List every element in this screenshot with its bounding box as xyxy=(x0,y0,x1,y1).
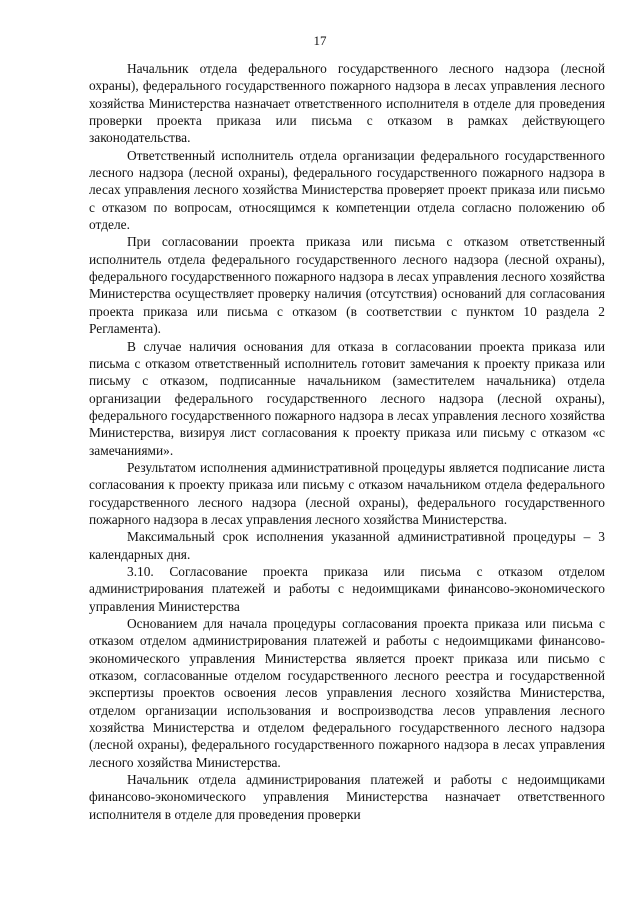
section-heading-3-10: 3.10. Согласование проекта приказа или письма с отказом отделом администрирования платежей и работы с недоимщиками финансово-экономического управления Министерства xyxy=(89,563,605,614)
paragraph-basis-for-procedure: Основанием для начала процедуры согласования проекта приказа или письма с отказом отделом администрирования платежей и работы с недоимщиками финансово-экономического управления Министерства является проект приказа или письмо с отказом, согласованные отделом государственного лесного реестра и государственной экспертизы проектов освоения лесов управления лесного хозяйства Министерства, отделом организации использования и воспроизводства лесов управления лесного хозяйства Министерства и отделом федерального государственного лесного надзора (лесной охраны), федерального государственного пожарного надзора в лесах управления лесного хозяйства Министерства. xyxy=(89,616,605,770)
paragraph-executor-checks-draft: Ответственный исполнитель отдела организации федерального государственного лесного надзора (лесной охраны), федерального государственного пожарного надзора в лесах управления лесного хозяйства Министерства проверяет проект приказа или письмо с отказом по вопросам, относящимся к компетенции отдела согласно положению об отделе. xyxy=(89,147,605,233)
paragraph-section-head-appoints-executor: Начальник отдела федерального государственного лесного надзора (лесной охраны), федерального государственного пожарного надзора в лесах управления лесного хозяйства Министерства назначает ответственного исполнителя в отделе для проведения проверки проекта приказа или письма с отказом в рамках действующего законодательства. xyxy=(89,61,605,146)
paragraph-grounds-for-refusal: В случае наличия основания для отказа в согласовании проекта приказа или письма с отказом ответственный исполнитель готовит замечания к проекту приказа или письму с отказом, подписанные начальником (заместителем начальника) отдела организации федерального государственного лесного надзора (лесной охраны), федерального государственного пожарного надзора в лесах управления лесного хозяйства Министерства, визируя лист согласования к проекту приказа или письму с отказом «с замечаниями». xyxy=(89,338,605,458)
document-body xyxy=(89,60,605,823)
paragraph-max-duration: Максимальный срок исполнения указанной административной процедуры – 3 календарных дня. xyxy=(89,529,605,562)
paragraph-procedure-result: Результатом исполнения административной процедуры является подписание листа согласования к проекту приказа или письму с отказом начальником отдела федерального государственного лесного надзора (лесной охраны), федерального государственного пожарного надзора в лесах управления лесного хозяйства Министерства. xyxy=(89,459,605,527)
paragraph-payments-head-appoints-executor: Начальник отдела администрирования платежей и работы с недоимщиками финансово-экономического управления Министерства назначает ответственного исполнителя в отделе для проведения проверки xyxy=(89,772,605,822)
paragraph-checks-grounds-for-approval: При согласовании проекта приказа или письма с отказом ответственный исполнитель отдела федерального государственного лесного надзора (лесной охраны), федерального государственного пожарного надзора в лесах управления лесного хозяйства Министерства осуществляет проверку наличия (отсутствия) оснований для согласования проекта приказа или письма с отказом (в соответствии с пунктом 10 раздела 2 Регламента). xyxy=(89,234,605,337)
page-number: 17 xyxy=(313,33,327,48)
